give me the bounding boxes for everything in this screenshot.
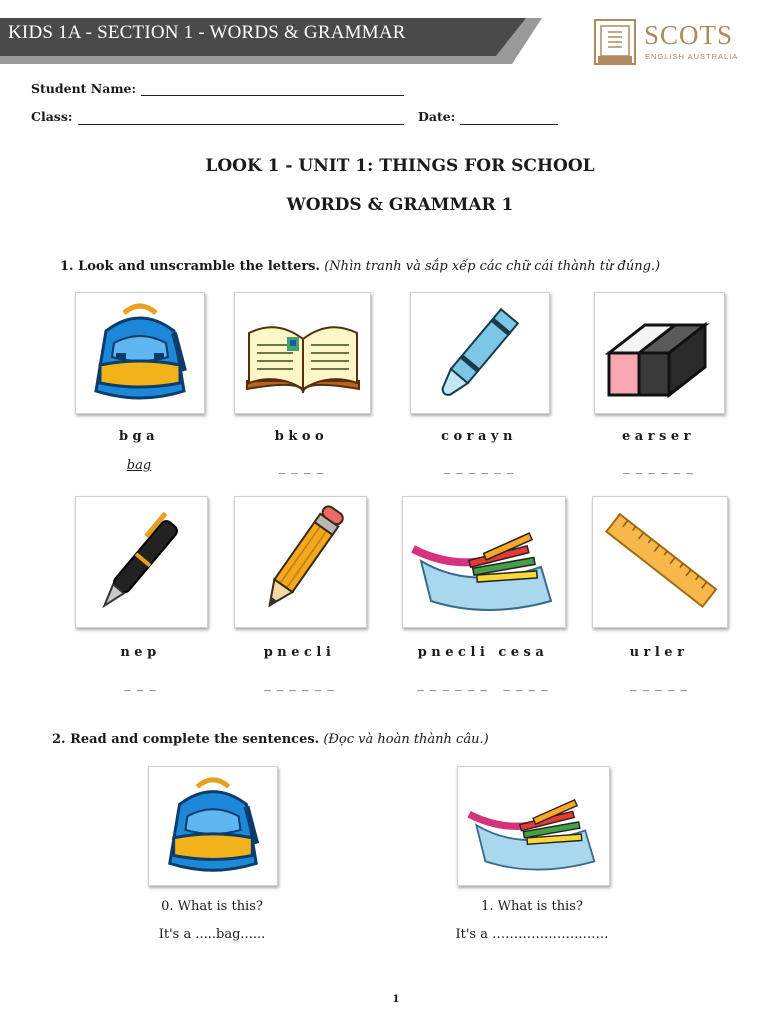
logo-subtitle: ENGLISH AUSTRALIA bbox=[645, 52, 739, 61]
answer-blank[interactable]: _ _ _ _ _ _ bbox=[264, 677, 335, 692]
unit-heading: LOOK 1 - UNIT 1: THINGS FOR SCHOOL bbox=[205, 156, 595, 176]
pen-picture bbox=[75, 496, 208, 628]
answer-blank[interactable]: _ _ _ _ _ _ bbox=[623, 460, 694, 475]
task2-title: 2. Read and complete the sentences. bbox=[52, 732, 320, 747]
question-1: 1. What is this? bbox=[481, 899, 583, 914]
page-number: 1 bbox=[392, 994, 400, 1005]
worksheet-title: KIDS 1A - SECTION 1 - WORDS & GRAMMAR bbox=[8, 22, 406, 43]
crayon-picture bbox=[410, 292, 550, 414]
class-line[interactable] bbox=[78, 124, 404, 125]
task1-title: 1. Look and unscramble the letters. bbox=[60, 259, 321, 274]
answer-blank[interactable]: _ _ _ bbox=[124, 677, 157, 692]
answer-blank[interactable]: _ _ _ _ _ bbox=[629, 677, 689, 692]
scrambled-word: bga bbox=[118, 429, 160, 444]
ruler-picture bbox=[592, 496, 728, 628]
backpack-picture bbox=[75, 292, 205, 414]
answer-example: bag bbox=[126, 458, 152, 473]
pencil-case-picture bbox=[457, 766, 610, 886]
class-label: Class: bbox=[31, 109, 73, 124]
logo-wordmark: SCOTS bbox=[644, 20, 734, 50]
scrambled-word: corayn bbox=[441, 429, 517, 444]
scrambled-word: earser bbox=[622, 429, 695, 444]
answer-blank[interactable]: _ _ _ _ _ _ bbox=[443, 460, 515, 475]
question-0: 0. What is this? bbox=[161, 899, 263, 914]
task2-instruction bbox=[52, 732, 489, 747]
answer-0: It's a .....bag...... bbox=[158, 927, 266, 942]
answer-1[interactable]: It's a ………….……..…… bbox=[455, 927, 609, 942]
pencil-picture bbox=[234, 496, 367, 628]
scrambled-word: pnecli bbox=[263, 645, 336, 660]
scrambled-word: pnecli cesa bbox=[417, 645, 549, 660]
student-name-label: Student Name: bbox=[31, 81, 137, 96]
student-name-line[interactable] bbox=[141, 95, 404, 96]
answer-blank[interactable]: _ _ _ _ bbox=[278, 460, 325, 475]
scrambled-word: nep bbox=[120, 645, 161, 660]
backpack-picture bbox=[148, 766, 278, 886]
task1-instruction bbox=[60, 259, 660, 274]
task2-translation: (Đọc và hoàn thành câu.) bbox=[323, 732, 489, 747]
eraser-picture bbox=[594, 292, 725, 414]
pencil-case-picture bbox=[402, 496, 566, 628]
section-heading: WORDS & GRAMMAR 1 bbox=[286, 195, 514, 215]
answer-blank[interactable]: _ _ _ _ _ _ _ _ _ _ bbox=[417, 677, 549, 692]
task1-translation: (Nhìn tranh và sắp xếp các chữ cái thành từ đúng.) bbox=[324, 259, 661, 274]
date-label: Date: bbox=[418, 109, 456, 124]
book-picture bbox=[234, 292, 371, 414]
scrambled-word: bkoo bbox=[274, 429, 329, 444]
scrambled-word: urler bbox=[629, 645, 689, 660]
date-line[interactable] bbox=[460, 124, 558, 125]
